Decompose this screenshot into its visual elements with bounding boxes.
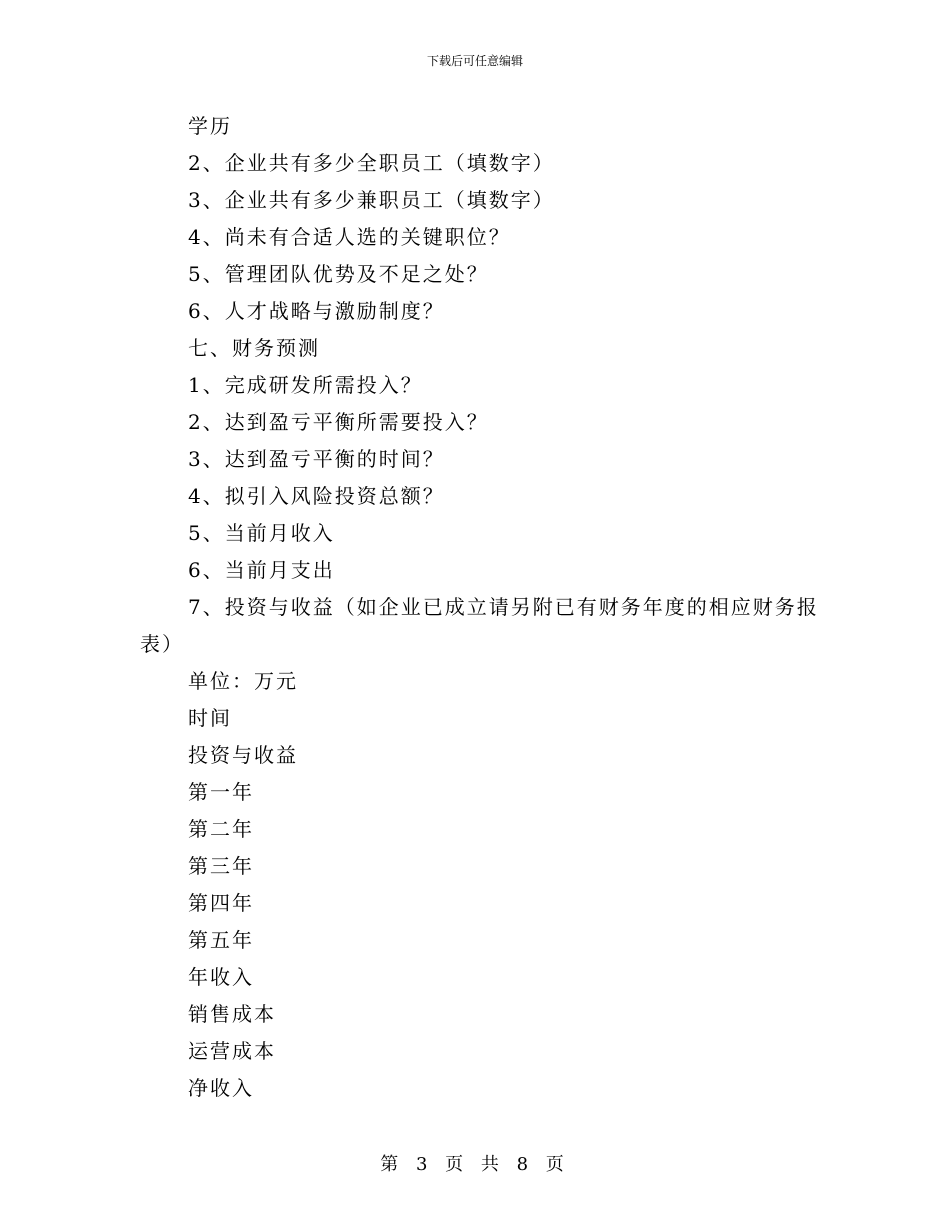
text-line-education: 学历 bbox=[188, 114, 232, 138]
text-line-unit: 单位：万元 bbox=[188, 669, 298, 693]
text-line-venture-capital: 4、拟引入风险投资总额？ bbox=[188, 484, 445, 508]
text-line-parttime-staff: 3、企业共有多少兼职员工（填数字） bbox=[188, 188, 555, 212]
text-line-breakeven-investment: 2、达到盈亏平衡所需要投入？ bbox=[188, 410, 489, 434]
text-line-monthly-expense: 6、当前月支出 bbox=[188, 558, 335, 582]
text-line-year-5: 第五年 bbox=[188, 928, 254, 952]
text-line-rd-investment: 1、完成研发所需投入？ bbox=[188, 373, 423, 397]
text-line-team-strengths: 5、管理团队优势及不足之处？ bbox=[188, 262, 489, 286]
text-line-investment-returns-continued: 表） bbox=[140, 632, 184, 656]
text-line-year-2: 第二年 bbox=[188, 817, 254, 841]
document-body bbox=[140, 108, 820, 1107]
text-line-talent-strategy: 6、人才战略与激励制度？ bbox=[188, 299, 445, 323]
page-number: 第 3 页 共 8 页 bbox=[380, 1154, 570, 1175]
text-line-operating-cost: 运营成本 bbox=[188, 1039, 276, 1063]
text-line-monthly-income: 5、当前月收入 bbox=[188, 521, 335, 545]
text-line-net-income: 净收入 bbox=[188, 1076, 254, 1100]
text-line-investment-and-returns: 投资与收益 bbox=[188, 743, 298, 767]
text-line-investment-returns: 7、投资与收益（如企业已成立请另附已有财务年度的相应财务报 bbox=[188, 595, 819, 619]
text-line-breakeven-time: 3、达到盈亏平衡的时间？ bbox=[188, 447, 445, 471]
text-line-annual-income: 年收入 bbox=[188, 965, 254, 989]
text-line-year-1: 第一年 bbox=[188, 780, 254, 804]
text-line-key-positions: 4、尚未有合适人选的关键职位？ bbox=[188, 225, 511, 249]
text-line-fulltime-staff: 2、企业共有多少全职员工（填数字） bbox=[188, 151, 555, 175]
section-heading-financial-forecast: 七、财务预测 bbox=[188, 336, 320, 360]
page-header: 下载后可任意编辑 bbox=[426, 54, 523, 68]
text-line-time: 时间 bbox=[188, 706, 232, 730]
text-line-sales-cost: 销售成本 bbox=[188, 1002, 276, 1026]
text-line-year-4: 第四年 bbox=[188, 891, 254, 915]
text-line-year-3: 第三年 bbox=[188, 854, 254, 878]
